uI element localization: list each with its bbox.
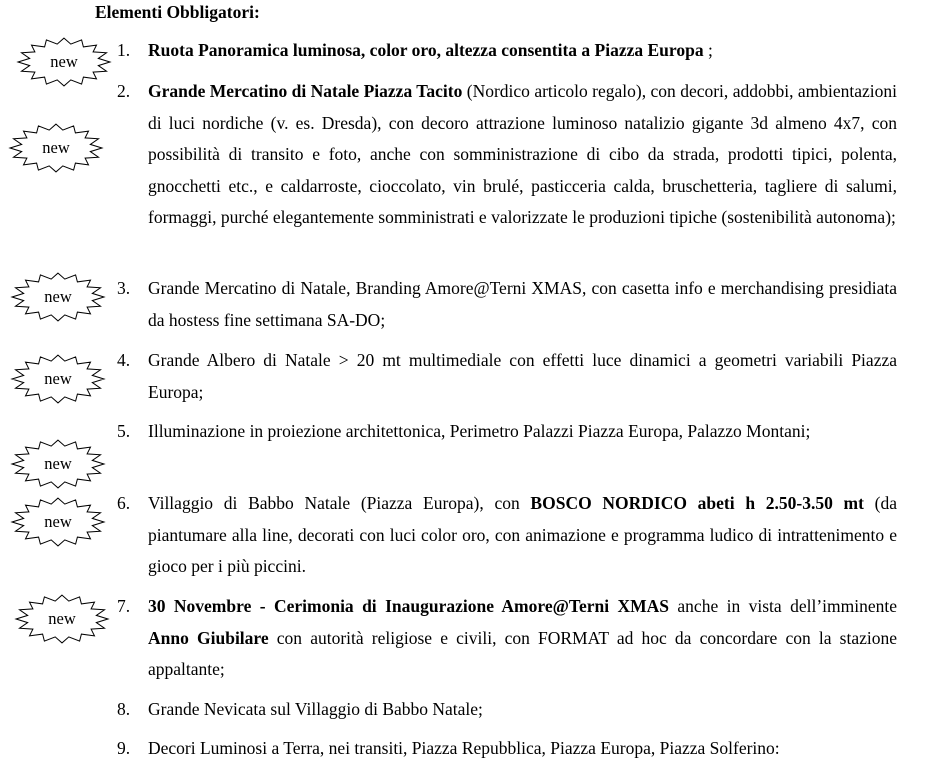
list-item-3 [117, 273, 897, 336]
item-text-bold: 30 Novembre - Cerimonia di Inaugurazione Amore@Terni XMAS [148, 596, 670, 616]
new-badge-label: new [44, 512, 72, 531]
item-text-bold: Grande Mercatino di Natale Piazza Tacito [148, 81, 463, 101]
new-badge [14, 34, 114, 90]
section-heading: Elementi Obbligatori: [95, 2, 260, 22]
item-text: Villaggio di Babbo Natale (Piazza Europa), con [148, 493, 531, 513]
new-badge [8, 494, 108, 550]
new-badge [8, 269, 108, 325]
new-badge-label: new [48, 609, 76, 628]
list-item-8 [117, 694, 897, 726]
item-text: Illuminazione in proiezione architettonica, Perimetro Palazzi Piazza Europa, Palazzo Montani; [148, 421, 811, 441]
new-badge-label: new [44, 454, 72, 473]
item-text: ; [703, 40, 713, 60]
item-text-bold: BOSCO NORDICO abeti h 2.50-3.50 mt [530, 493, 864, 513]
item-number: 7. [117, 596, 131, 616]
new-badge-label: new [44, 369, 72, 388]
new-badge-label: new [42, 138, 70, 157]
item-text-bold: Ruota Panoramica luminosa, color oro, altezza consentita a Piazza Europa [148, 40, 704, 60]
item-number: 2. [117, 81, 131, 101]
list-item-5 [117, 416, 897, 448]
list-item-2 [117, 76, 897, 234]
item-number: 9. [117, 738, 131, 758]
list-item-7 [117, 591, 898, 686]
new-badge-label: new [50, 52, 78, 71]
item-text: Decori Luminosi a Terra, nei transiti, Piazza Repubblica, Piazza Europa, Piazza Solferino: [148, 738, 780, 758]
item-text-bold: Anno Giubilare [148, 627, 269, 648]
list-item-4 [117, 345, 897, 408]
new-badge [8, 351, 108, 407]
list-item-9 [117, 733, 897, 765]
list-item-6 [117, 488, 897, 583]
item-number: 5. [117, 421, 131, 441]
new-badge [8, 436, 108, 492]
list-item-1 [117, 35, 897, 67]
item-text: anche in vista dell’imminente [669, 596, 898, 616]
new-badge [12, 591, 112, 647]
item-text: (Nordico articolo regalo), con decori, addobbi, ambientazioni di luci nordiche (v. es. Dresda), con decoro attrazione luminoso natalizio gigante 3d almeno 4x7, con possibilità di transito e foto, anche con somministrazione di cibo da strada, prodotti tipici, polenta, gnocchetti etc., e caldarroste, cioccolato, vin brulé, pasticceria calda, bruschetteria, tagliere di salumi, formaggi, purché elegantemente somministrati e valorizzate le produzioni tipiche (sostenibilità autonoma); [148, 81, 897, 227]
item-text: Grande Nevicata sul Villaggio di Babbo Natale; [148, 699, 483, 719]
item-text: (da piantumare alla line, decorati con luci color oro, con animazione e programma ludico di intrattenimento e gioco per i più piccini. [148, 493, 897, 576]
new-badge [6, 120, 106, 176]
item-text: Grande Albero di Natale > 20 mt multimediale con effetti luce dinamici a geometri variabili Piazza Europa; [148, 350, 897, 402]
item-text: Grande Mercatino di Natale, Branding Amore@Terni XMAS, con casetta info e merchandising presidiata da hostess fine settimana SA-DO; [148, 278, 897, 330]
item-number: 3. [117, 278, 131, 298]
item-number: 6. [117, 493, 131, 513]
item-text: con autorità religiose e civili, con FORMAT ad hoc da concordare con la stazione appaltante; [148, 627, 897, 679]
item-number: 4. [117, 350, 131, 370]
item-number: 8. [117, 699, 131, 719]
item-number: 1. [117, 40, 131, 60]
new-badge-label: new [44, 287, 72, 306]
